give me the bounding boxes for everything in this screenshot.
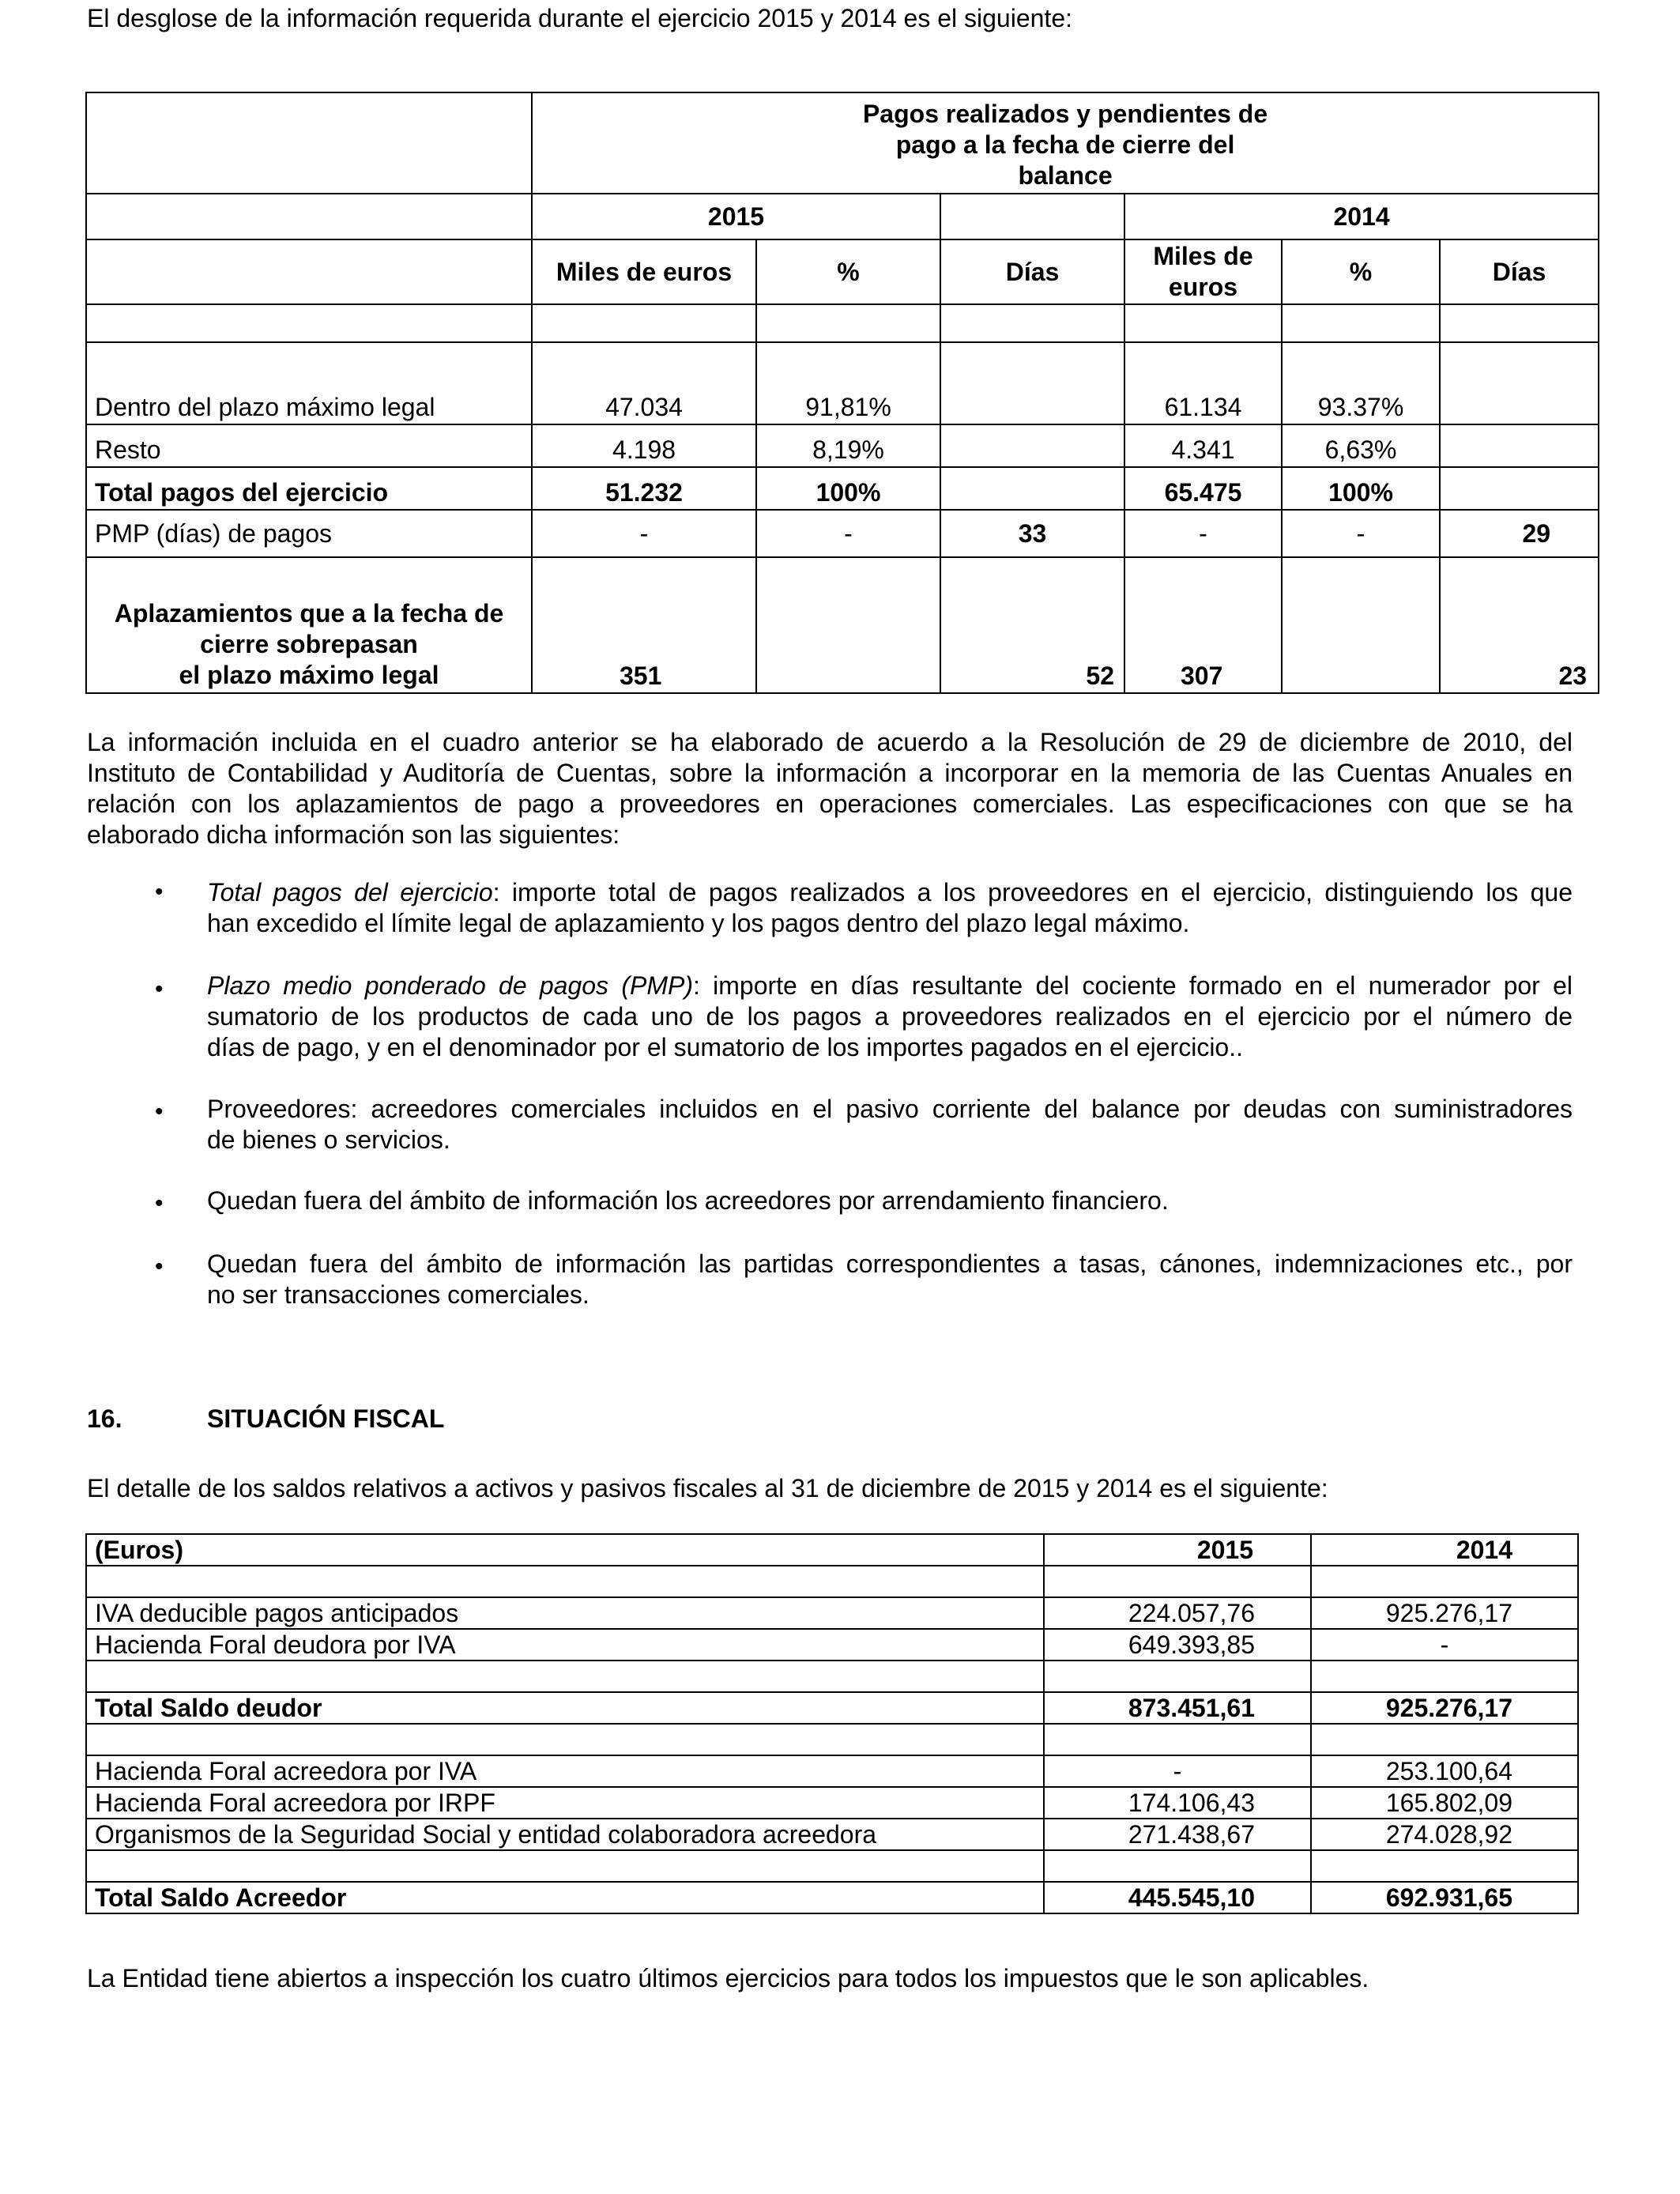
- row-label: IVA deducible pagos anticipados: [86, 1597, 1044, 1629]
- blank-cell: [756, 557, 940, 693]
- row-label: Total Saldo Acreedor: [86, 1882, 1044, 1913]
- table-row: [86, 1629, 1578, 1661]
- bullet-line: Proveedores: acreedores comerciales incluidos en el pasivo corriente del balance por deudas con suministradores: [207, 1095, 1573, 1123]
- cell-d2015: [940, 424, 1124, 467]
- para-fiscal: El detalle de los saldos relativos a activos y pasivos fiscales al 31 de diciembre de 2015 y 2014 es el siguiente:: [87, 1474, 1328, 1502]
- row-label: Total Saldo deudor: [86, 1692, 1044, 1724]
- cell-2014: 925.276,17: [1311, 1692, 1578, 1724]
- table-row: [86, 467, 1599, 510]
- bullet-icon: •: [155, 1099, 164, 1125]
- cell-d2015: 52: [940, 557, 1124, 693]
- blank-cell: [86, 1724, 1044, 1755]
- blank-cell: [86, 1566, 1044, 1597]
- table-row: [86, 510, 1599, 557]
- cell-d2015: [940, 342, 1124, 424]
- cell-d2015: 33: [940, 510, 1124, 557]
- header-group-line: pago a la fecha de cierre del: [895, 130, 1235, 159]
- header-2015: 2015: [1044, 1534, 1311, 1566]
- cell-m2014: 65.475: [1124, 467, 1282, 510]
- aplaz-line: el plazo máximo legal: [179, 661, 439, 689]
- blank-cell: [1124, 304, 1282, 342]
- para-inspection: La Entidad tiene abiertos a inspección los cuatro últimos ejercicios para todos los impuestos que le son aplicables.: [87, 1964, 1369, 1992]
- cell-m2015: 351: [532, 557, 756, 693]
- cell-m2015: 51.232: [532, 467, 756, 510]
- cell-m2015: 4.198: [532, 424, 756, 467]
- blank-cell: [1044, 1566, 1311, 1597]
- col-pct-2015: %: [756, 239, 940, 304]
- bullet-item: [207, 1094, 1573, 1155]
- blank-cell: [86, 194, 532, 239]
- cell-p2014: 100%: [1282, 467, 1440, 510]
- col-miles-2014-line: Miles de: [1153, 242, 1253, 270]
- header-group-line: Pagos realizados y pendientes de: [862, 100, 1268, 128]
- cell-d2014: [1440, 424, 1599, 467]
- bullet-item: [207, 971, 1573, 1063]
- col-pct-2014: %: [1282, 239, 1440, 304]
- blank-cell: [86, 239, 532, 304]
- row-label: Hacienda Foral deudora por IVA: [86, 1629, 1044, 1661]
- blank-cell: [1282, 304, 1440, 342]
- cell-m2014: 307: [1124, 557, 1282, 693]
- blank-cell: [1311, 1850, 1578, 1882]
- header-group-line: balance: [1018, 161, 1113, 190]
- table-row: [86, 557, 1599, 693]
- col-miles-2015: Miles de euros: [532, 239, 756, 304]
- year-2014-header: 2014: [1124, 194, 1599, 239]
- intro-text: El desglose de la información requerida durante el ejercicio 2015 y 2014 es el siguiente:: [87, 4, 1072, 32]
- cell-2015: -: [1044, 1755, 1311, 1787]
- cell-p2015: 100%: [756, 467, 940, 510]
- header-group: [532, 92, 1599, 194]
- cell-2014: 692.931,65: [1311, 1882, 1578, 1913]
- payments-table: [85, 92, 1599, 694]
- cell-d2014: 23: [1440, 557, 1599, 693]
- row-label: [86, 557, 532, 693]
- bullet-item: [207, 1186, 1573, 1216]
- table-row: [86, 424, 1599, 467]
- cell-2014: 925.276,17: [1311, 1597, 1578, 1629]
- blank-cell: [1311, 1724, 1578, 1755]
- blank-cell: [1311, 1566, 1578, 1597]
- cell-m2014: -: [1124, 510, 1282, 557]
- row-label: Organismos de la Seguridad Social y entidad colaboradora acreedora: [86, 1819, 1044, 1850]
- blank-cell: [756, 304, 940, 342]
- cell-m2015: 47.034: [532, 342, 756, 424]
- cell-2015: 649.393,85: [1044, 1629, 1311, 1661]
- table-row: [86, 342, 1599, 424]
- cell-m2015: -: [532, 510, 756, 557]
- cell-2015: 445.545,10: [1044, 1882, 1311, 1913]
- table-row: [86, 1882, 1578, 1913]
- bullet-icon: •: [155, 1190, 164, 1216]
- table-row: [86, 1597, 1578, 1629]
- bullet-term: Total pagos del ejercicio: [207, 878, 493, 907]
- cell-2014: 165.802,09: [1311, 1787, 1578, 1819]
- section-number: 16.: [87, 1404, 122, 1433]
- cell-p2014: 6,63%: [1282, 424, 1440, 467]
- bullet-line: no ser transacciones comerciales.: [207, 1280, 590, 1309]
- bullet-line: : importe total de pagos realizados a los proveedores en el ejercicio, distinguiendo los que: [492, 878, 1573, 907]
- para-line: La información incluida en el cuadro anterior se ha elaborado de acuerdo a la Resolución de 29 de diciembre de 2010, del: [87, 728, 1573, 756]
- para-line: relación con los aplazamientos de pago a proveedores en operaciones comerciales. Las especificaciones con que se ha: [87, 790, 1573, 818]
- row-label: PMP (días) de pagos: [86, 510, 532, 557]
- bullet-line: Quedan fuera del ámbito de información las partidas correspondientes a tasas, cánones, indemnizaciones etc., por: [207, 1250, 1573, 1278]
- blank-cell: [86, 304, 532, 342]
- cell-p2014: -: [1282, 510, 1440, 557]
- cell-2015: 271.438,67: [1044, 1819, 1311, 1850]
- cell-p2015: -: [756, 510, 940, 557]
- blank-cell: [86, 1661, 1044, 1692]
- bullet-item: [207, 877, 1573, 939]
- cell-2014: 274.028,92: [1311, 1819, 1578, 1850]
- year-2015-header: 2015: [532, 194, 940, 239]
- table-row: [86, 1692, 1578, 1724]
- row-label: Resto: [86, 424, 532, 467]
- para-line: elaborado dicha información son las siguientes:: [87, 820, 620, 849]
- fiscal-table: [85, 1533, 1579, 1914]
- header-label: (Euros): [86, 1534, 1044, 1566]
- blank-cell: [940, 194, 1124, 239]
- cell-2014: -: [1311, 1629, 1578, 1661]
- aplaz-line: Aplazamientos que a la fecha de: [114, 599, 504, 628]
- blank-cell: [1311, 1661, 1578, 1692]
- bullet-term: Plazo medio ponderado de pagos (PMP): [207, 971, 693, 1000]
- bullet-line: sumatorio de los productos de cada uno de los pagos a proveedores realizados en el ejercicio por el número de: [207, 1002, 1573, 1031]
- blank-cell: [940, 304, 1124, 342]
- bullet-line: han excedido el límite legal de aplazamiento y los pagos dentro del plazo legal máximo.: [207, 909, 1190, 937]
- cell-p2015: 91,81%: [756, 342, 940, 424]
- blank-cell: [1044, 1850, 1311, 1882]
- row-label: Hacienda Foral acreedora por IRPF: [86, 1787, 1044, 1819]
- para-resolution: [87, 727, 1573, 850]
- blank-cell: [86, 1850, 1044, 1882]
- cell-m2014: 4.341: [1124, 424, 1282, 467]
- cell-d2014: 29: [1440, 510, 1599, 557]
- cell-2014: 253.100,64: [1311, 1755, 1578, 1787]
- col-miles-2014: [1124, 239, 1282, 304]
- para-line: Instituto de Contabilidad y Auditoría de Cuentas, sobre la información a incorporar en la memoria de las Cuentas Anuales en: [87, 759, 1573, 787]
- bullet-line: de bienes o servicios.: [207, 1125, 450, 1154]
- bullet-icon: •: [155, 879, 164, 905]
- cell-d2014: [1440, 342, 1599, 424]
- cell-2015: 224.057,76: [1044, 1597, 1311, 1629]
- row-label: Total pagos del ejercicio: [86, 467, 532, 510]
- header-2014: 2014: [1311, 1534, 1578, 1566]
- col-dias-2015: Días: [940, 239, 1124, 304]
- table-row: [86, 1787, 1578, 1819]
- bullet-line: días de pago, y en el denominador por el sumatorio de los importes pagados en el ejercicio..: [207, 1033, 1243, 1061]
- blank-cell: [86, 92, 532, 194]
- cell-m2014: 61.134: [1124, 342, 1282, 424]
- cell-d2015: [940, 467, 1124, 510]
- col-dias-2014: Días: [1440, 239, 1599, 304]
- bullet-icon: •: [155, 976, 164, 1002]
- bullet-line: : importe en días resultante del cociente formado en el numerador por el: [692, 971, 1573, 1000]
- cell-2015: 174.106,43: [1044, 1787, 1311, 1819]
- section-title: SITUACIÓN FISCAL: [207, 1404, 445, 1433]
- blank-cell: [1282, 557, 1440, 693]
- aplaz-line: cierre sobrepasan: [200, 630, 418, 658]
- col-miles-2014-line: euros: [1168, 273, 1238, 301]
- cell-d2014: [1440, 467, 1599, 510]
- cell-2015: 873.451,61: [1044, 1692, 1311, 1724]
- blank-cell: [1044, 1724, 1311, 1755]
- bullet-item: [207, 1249, 1573, 1310]
- blank-cell: [1440, 304, 1599, 342]
- blank-cell: [1044, 1661, 1311, 1692]
- row-label: Hacienda Foral acreedora por IVA: [86, 1755, 1044, 1787]
- row-label: Dentro del plazo máximo legal: [86, 342, 532, 424]
- table-row: [86, 1755, 1578, 1787]
- cell-p2014: 93.37%: [1282, 342, 1440, 424]
- cell-p2015: 8,19%: [756, 424, 940, 467]
- bullet-icon: •: [155, 1253, 164, 1280]
- bullet-line: Quedan fuera del ámbito de información los acreedores por arrendamiento financiero.: [207, 1186, 1169, 1215]
- table-row: [86, 1819, 1578, 1850]
- blank-cell: [532, 304, 756, 342]
